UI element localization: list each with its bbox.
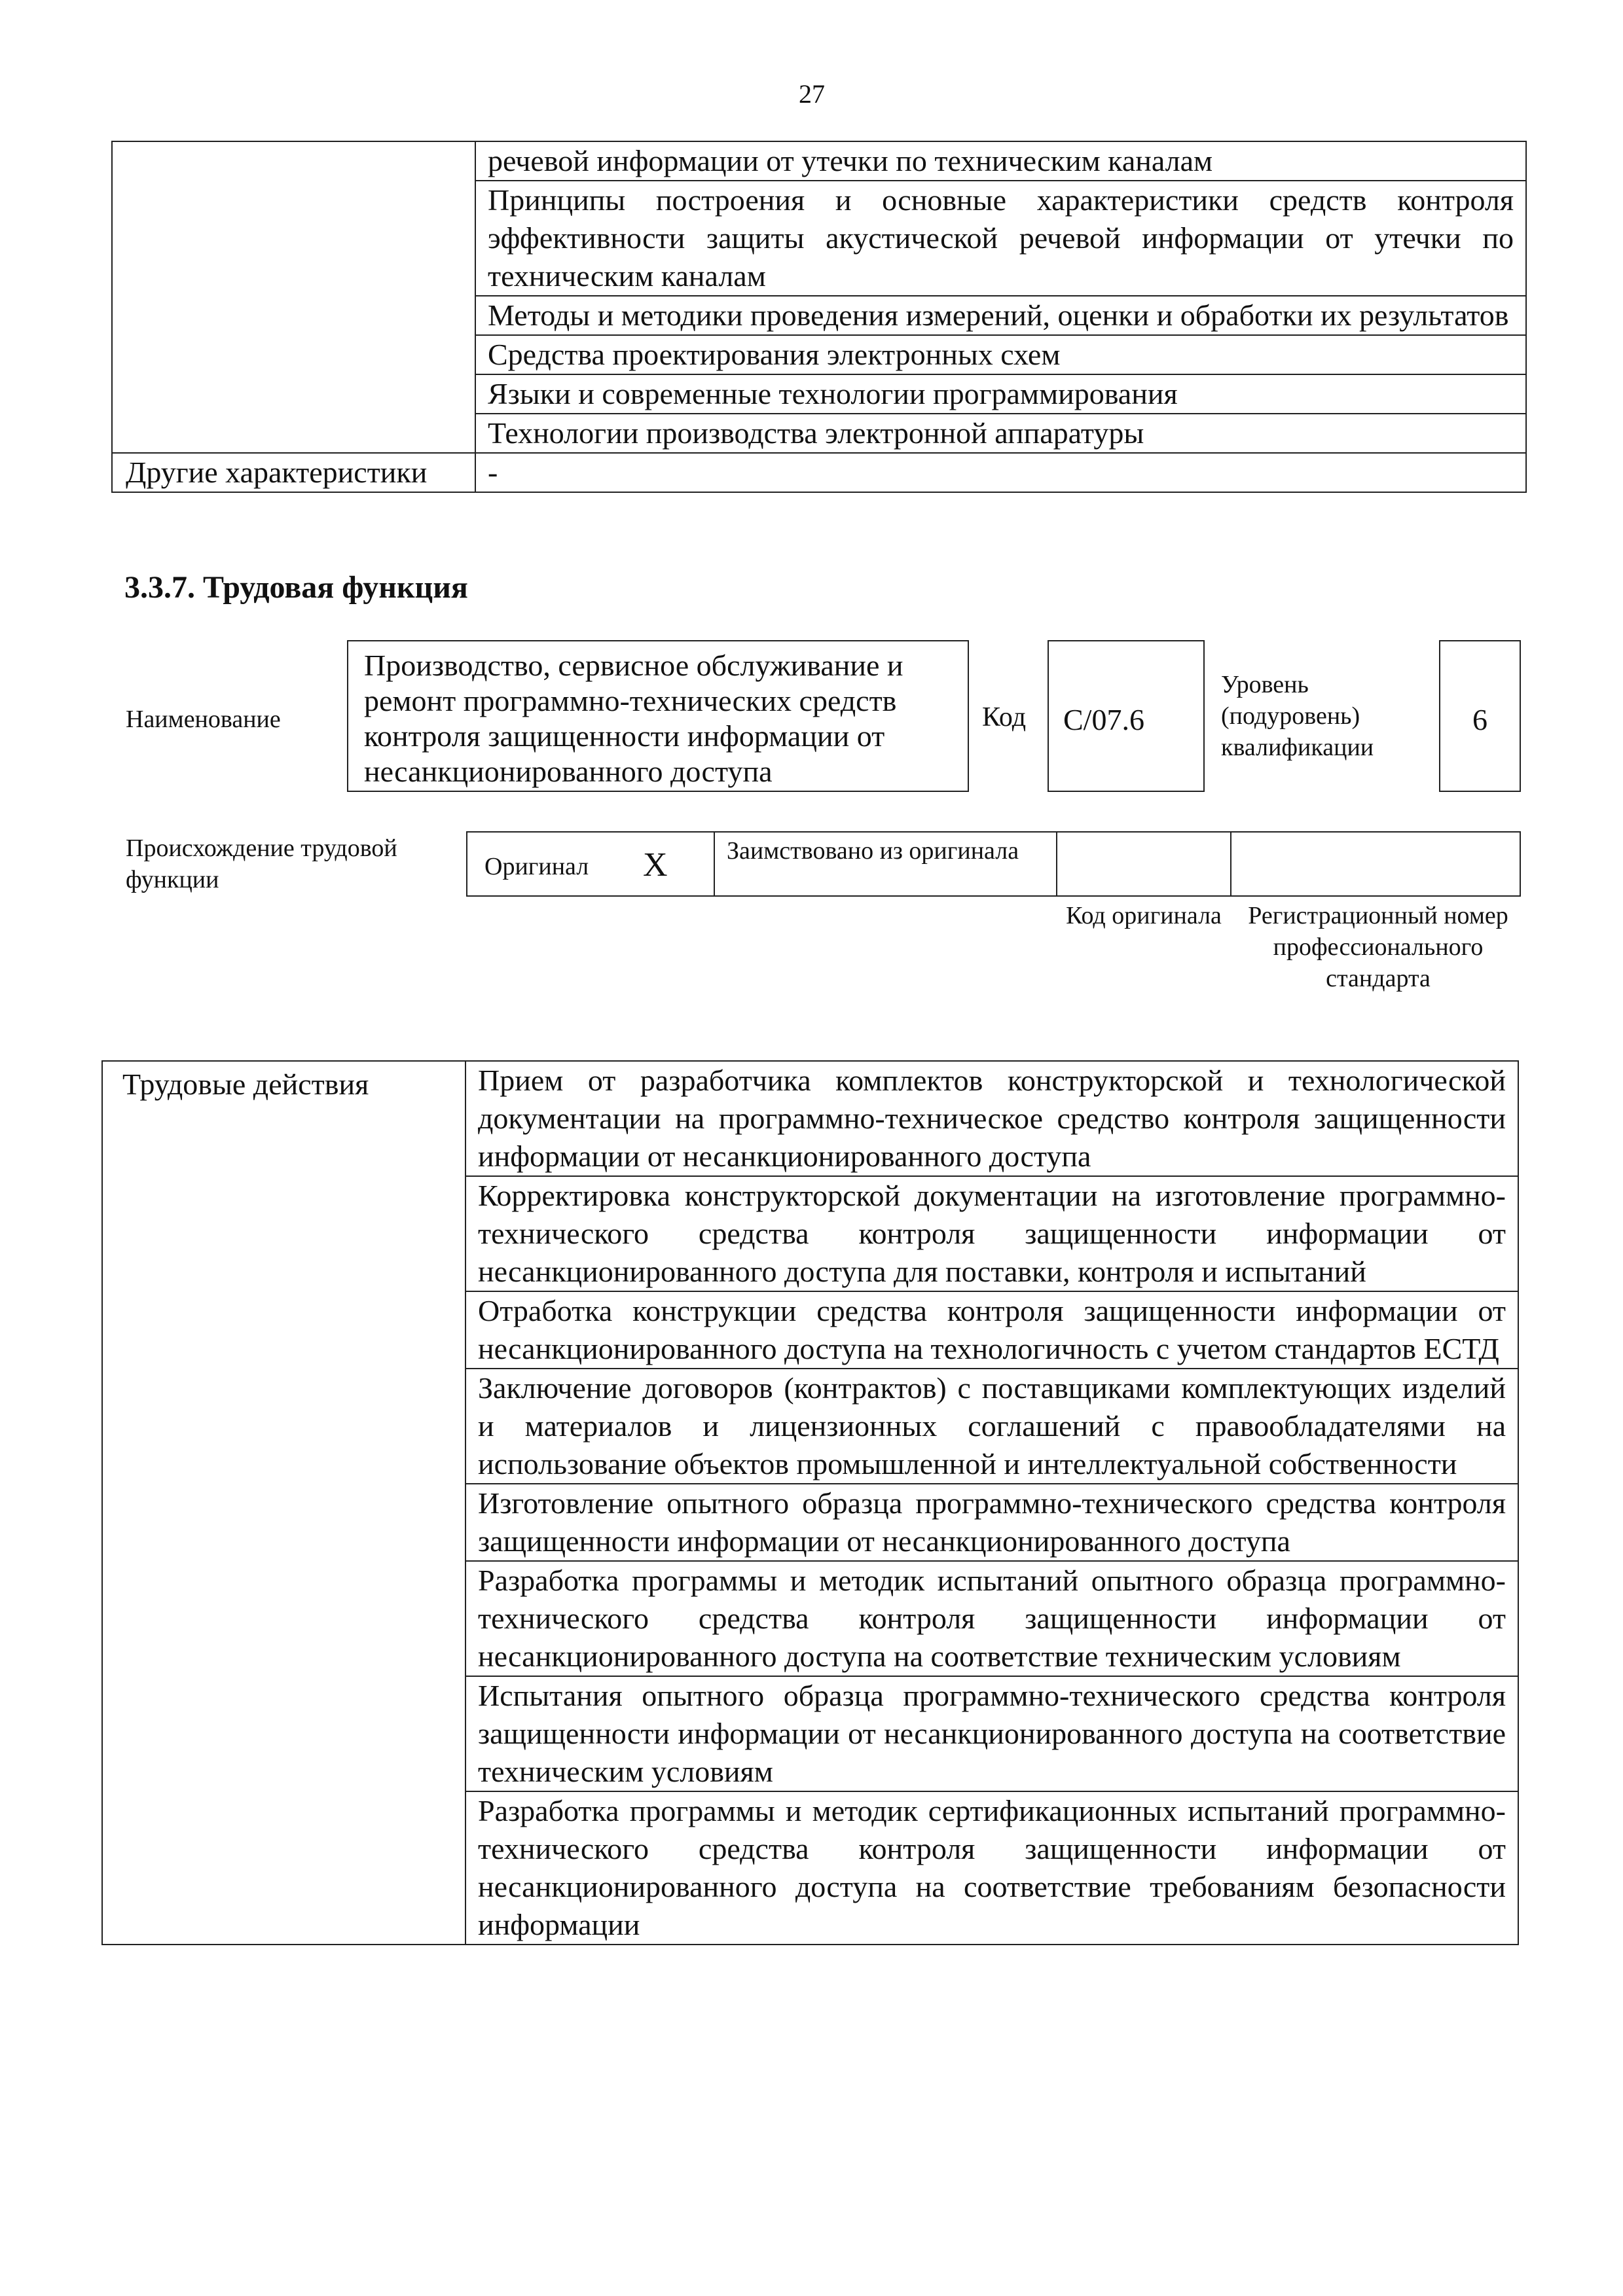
labor-action-item: Заключение договоров (контрактов) с поставщиками комплектующих изделий и материалов и лицензионных соглашений с правообладателями на использование объектов промышленной и интеллектуальной собственности [465, 1369, 1518, 1484]
other-characteristics-label: Другие характеристики [112, 453, 475, 492]
empty-label-cell [112, 141, 475, 453]
knowledge-item: Принципы построения и основные характеристики средств контроля эффективности защиты акустической речевой информации от утечки по техническим каналам [475, 181, 1526, 296]
code-value-box: С/07.6 [1048, 640, 1205, 792]
labor-action-item: Отработка конструкции средства контроля защищенности информации от несанкционированного доступа на технологичность с учетом стандартов ЕСТД [465, 1291, 1518, 1369]
section-title: 3.3.7. Трудовая функция [124, 570, 468, 605]
page-number: 27 [799, 79, 825, 109]
code-label: Код [982, 702, 1027, 732]
original-cell [466, 831, 715, 897]
knowledge-item: Методы и методики проведения измерений, оценки и обработки их результатов [475, 296, 1526, 335]
knowledge-item: речевой информации от утечки по техническим каналам [475, 141, 1526, 181]
labor-actions-table [101, 1060, 1519, 1945]
knowledge-item: Средства проектирования электронных схем [475, 335, 1526, 374]
top-characteristics-table [111, 141, 1527, 493]
labor-action-item: Корректировка конструкторской документации на изготовление программно-технического средства контроля защищенности информации от несанкционированного доступа для поставки, контроля и испытаний [465, 1176, 1518, 1291]
original-code-cell [1056, 831, 1231, 897]
borrowed-cell: Заимствовано из оригинала [714, 831, 1057, 897]
other-characteristics-value: - [475, 453, 1526, 492]
origin-label: Происхождение трудовой функции [126, 834, 397, 893]
labor-action-item: Прием от разработчика комплектов конструкторской и технологической документации на программно-техническое средство контроля защищенности информации от несанкционированного доступа [465, 1061, 1518, 1176]
original-label: Оригинал [484, 853, 589, 880]
knowledge-item: Языки и современные технологии программирования [475, 374, 1526, 414]
labor-action-item: Разработка программы и методик испытаний опытного образца программно-технического средства контроля защищенности информации от несанкционированного доступа на соответствие техническим условиям [465, 1561, 1518, 1676]
registration-number-cell [1230, 831, 1521, 897]
labor-action-item: Испытания опытного образца программно-технического средства контроля защищенности информации от несанкционированного доступа на соответствие техническим условиям [465, 1676, 1518, 1791]
knowledge-item: Технологии производства электронной аппаратуры [475, 414, 1526, 453]
name-label: Наименование [126, 706, 281, 733]
labor-action-item: Разработка программы и методик сертификационных испытаний программно-технического средства контроля защищенности информации от несанкционированного доступа на соответствие требованиям безопасности информации [465, 1791, 1518, 1945]
original-mark: X [643, 846, 668, 884]
labor-actions-label: Трудовые действия [102, 1061, 465, 1945]
registration-caption: Регистрационный номер профессионального стандарта [1248, 902, 1508, 992]
name-value-box: Производство, сервисное обслуживание и ремонт программно-технических средств контроля защищенности информации от несанкционированного доступа [347, 640, 969, 792]
labor-action-item: Изготовление опытного образца программно-технического средства контроля защищенности информации от несанкционированного доступа [465, 1484, 1518, 1561]
level-label: Уровень (подуровень) квалификации [1221, 671, 1374, 761]
level-value-box: 6 [1439, 640, 1521, 792]
code-caption: Код оригинала [1066, 902, 1222, 929]
